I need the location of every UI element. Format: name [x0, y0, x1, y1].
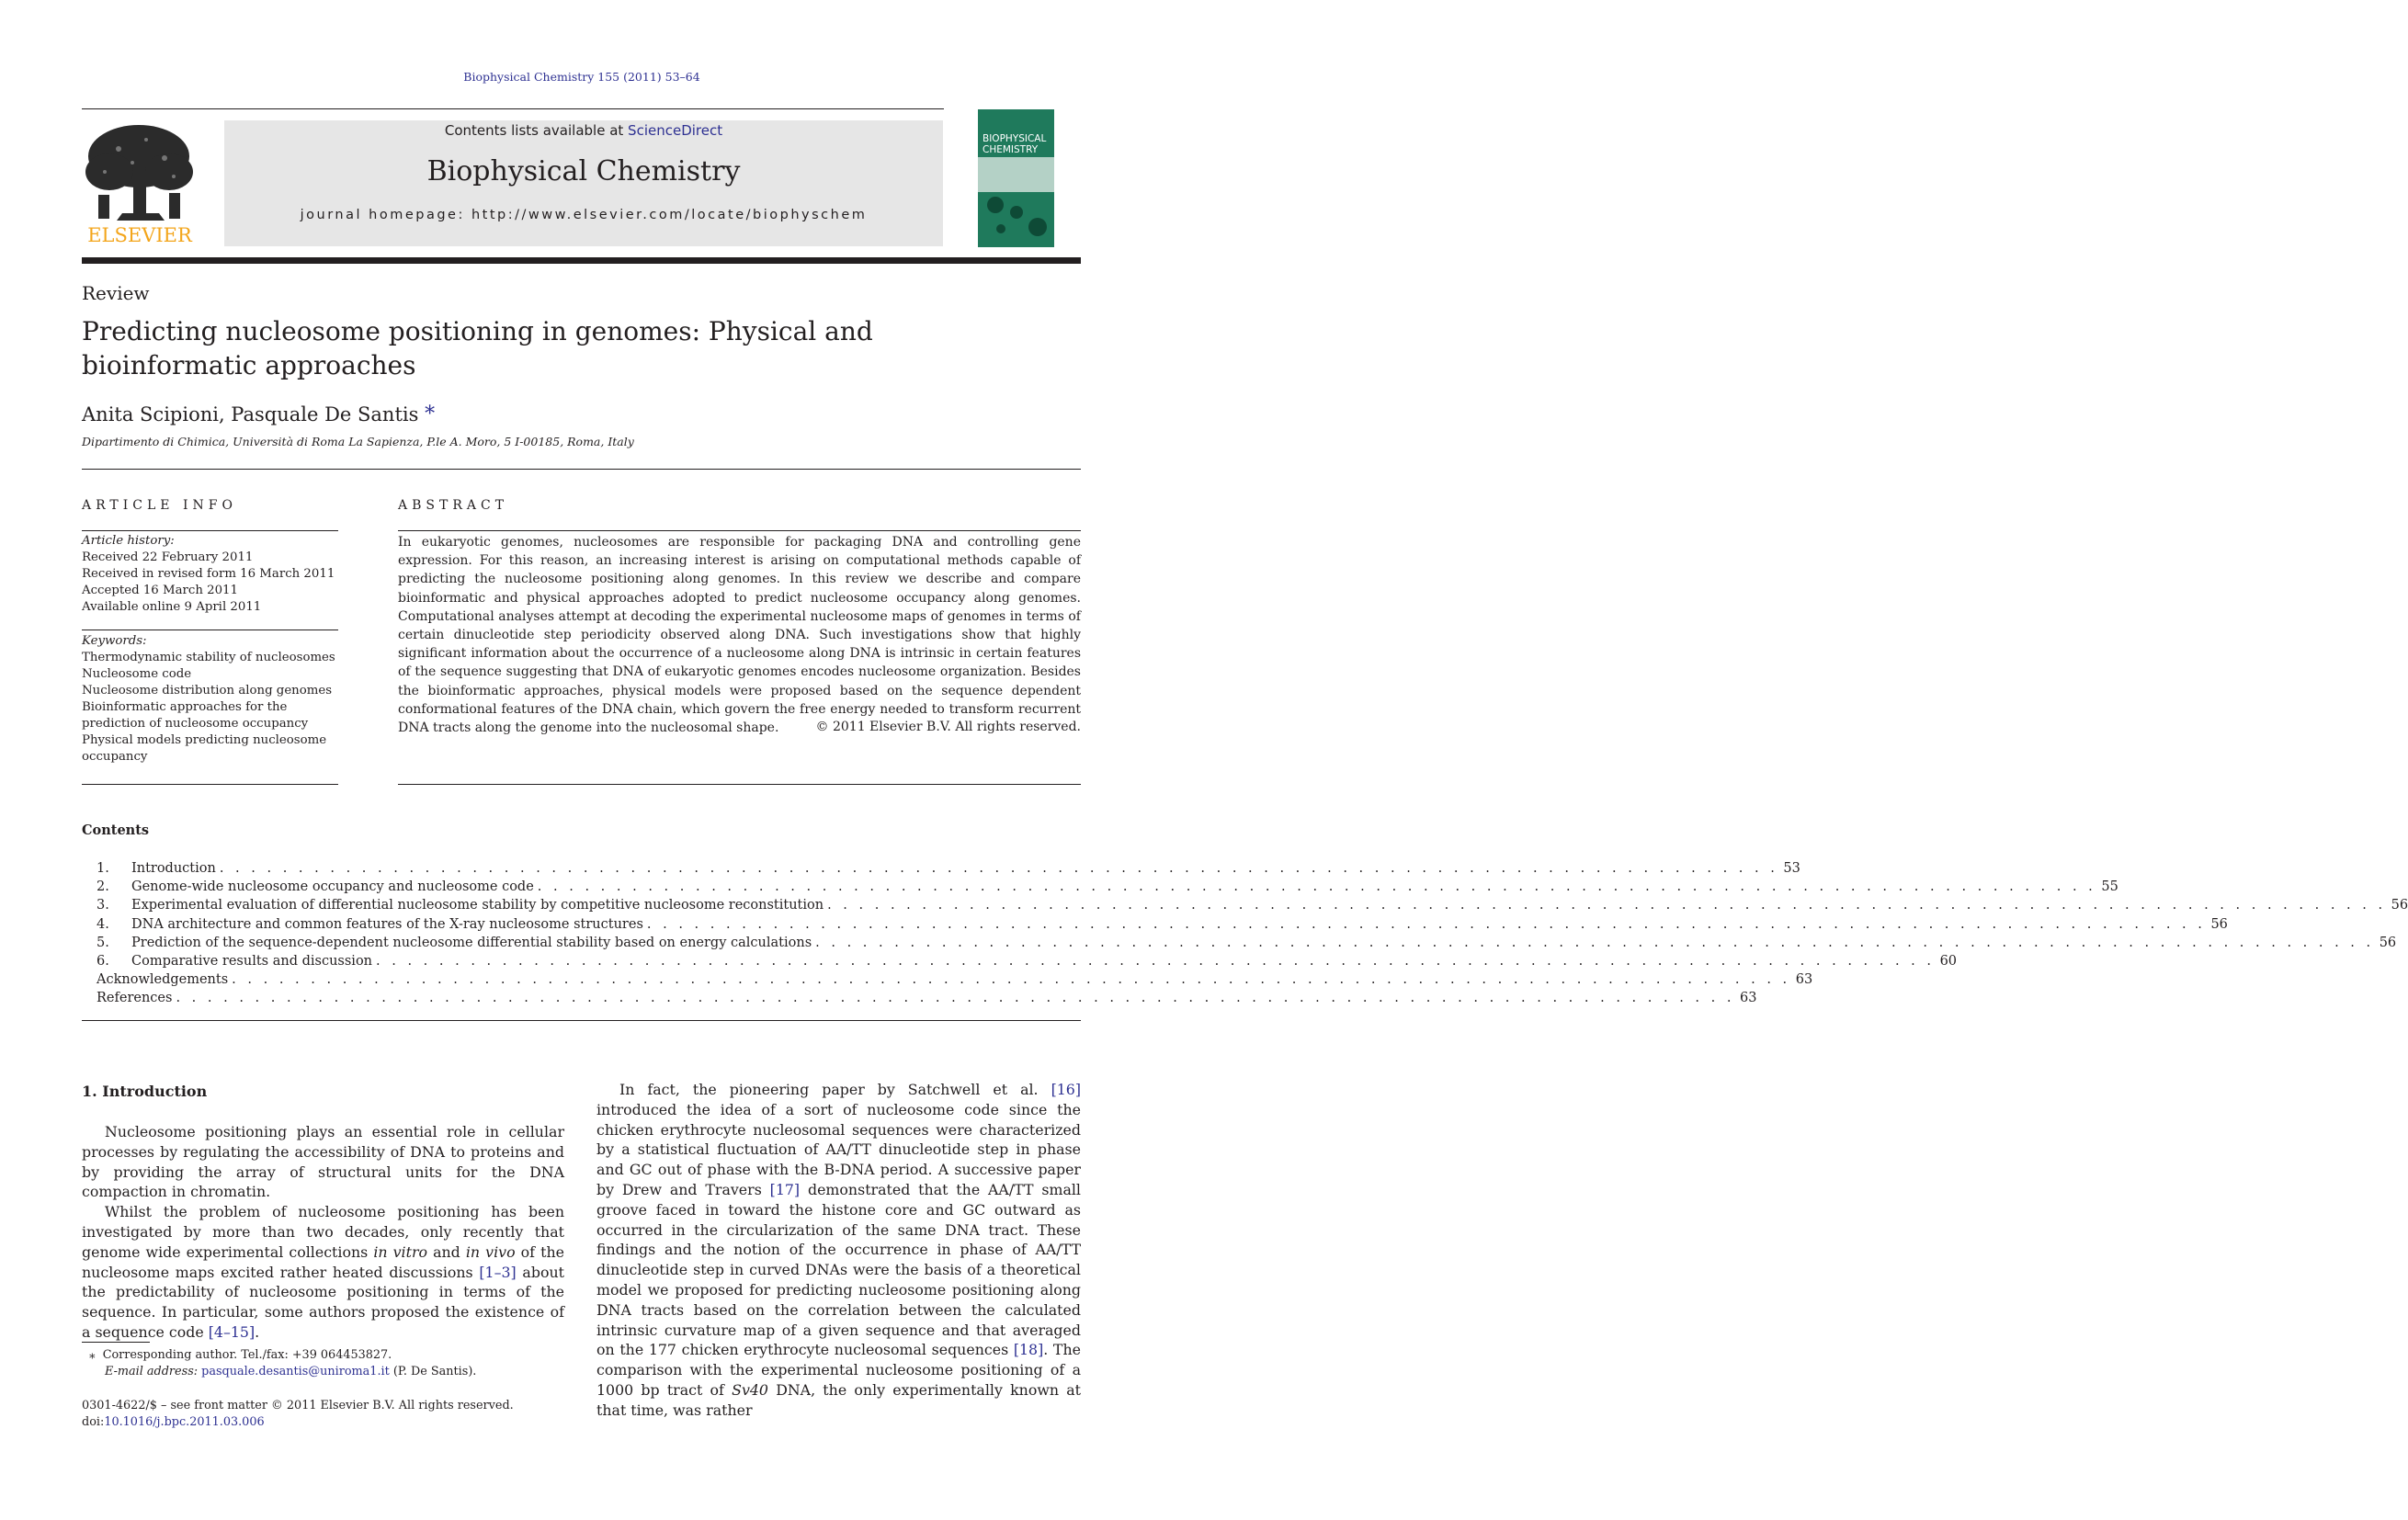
cover-title-line-2: CHEMISTRY: [983, 144, 1039, 155]
left-column: [82, 1122, 564, 1343]
toc-leader: . . . . . . . . . . . . . . . . . . . . . . . . . . . . . . . . . . . . . . . . . . . . . . . . . . . . . . . . . . . . . . . . . . . . . . . . . . . . . . . . . . . . . . . . . . . . . . . . . . .: [232, 972, 1791, 988]
text-run: about the predictability of nucleosome positioning in terms of the sequence. In particular, some authors proposed the existence of a sequence code: [82, 1263, 564, 1341]
keyword: Thermodynamic stability of nucleosomes: [82, 651, 335, 664]
article-title: Predicting nucleosome positioning in genomes: Physical and bioinformatic approaches: [82, 316, 873, 380]
running-head[interactable]: Biophysical Chemistry 155 (2011) 53–64: [463, 70, 700, 84]
issn-line: 0301-4622/$ – see front matter © 2011 Elsevier B.V. All rights reserved.: [82, 1399, 514, 1412]
toc-number: 1.: [97, 861, 109, 876]
toc-page: 60: [1939, 953, 1958, 969]
affiliation: Dipartimento di Chimica, Università di Roma La Sapienza, P.le A. Moro, 5 I-00185, Roma, Italy: [82, 435, 634, 448]
toc-page: 56: [2210, 916, 2228, 932]
cover-title-line-1: BIOPHYSICAL: [983, 133, 1047, 144]
text-run: In fact, the pioneering paper by Satchwell et al.: [619, 1081, 1051, 1098]
author-names: Anita Scipioni, Pasquale De Santis: [82, 403, 419, 425]
text-run: of the nucleosome maps excited rather heated discussions: [82, 1242, 564, 1281]
citation-link[interactable]: [16]: [1051, 1081, 1081, 1098]
toc-title: Experimental evaluation of differential nucleosome stability by competitive nucleosome reconstitution: [131, 898, 824, 913]
contents-rule: [82, 1020, 1081, 1021]
toc-page: 56: [2379, 935, 2397, 950]
toc-item[interactable]: [97, 991, 1757, 1009]
journal-homepage[interactable]: journal homepage: http://www.elsevier.com/locate/biophyschem: [300, 208, 868, 222]
article-type: Review: [82, 282, 150, 304]
toc-leader: . . . . . . . . . . . . . . . . . . . . . . . . . . . . . . . . . . . . . . . . . . . . . . . . . . . . . . . . . . . . . . . . . . . . . . . . . . . . . . . . . . . . . . . . . . . . . . . . . . .: [376, 953, 1936, 969]
toc-number: 5.: [97, 935, 109, 950]
toc-title: Comparative results and discussion: [131, 953, 373, 969]
text-run: . The comparison with the experimental nucleosome positioning of a 1000 bp tract of: [596, 1341, 1081, 1399]
text-run: .: [255, 1322, 260, 1341]
citation-link[interactable]: [17]: [769, 1180, 801, 1198]
text-run: and: [427, 1242, 466, 1261]
header-thick-rule: [82, 257, 1081, 264]
history-label: Article history:: [82, 534, 175, 548]
keyword: Nucleosome distribution along genomes: [82, 684, 333, 698]
italic-run: Sv40: [732, 1380, 768, 1399]
footnote-line: [82, 1347, 476, 1364]
doi-line: [82, 1414, 514, 1431]
cover-title: [983, 133, 1046, 155]
email-link[interactable]: pasquale.desantis@uniroma1.it: [201, 1365, 390, 1378]
toc-number: 2.: [97, 879, 109, 895]
email-label: E-mail address:: [105, 1365, 199, 1378]
contents-prefix: Contents lists available at: [444, 122, 629, 139]
footnote-rule: [82, 1342, 150, 1343]
table-of-contents: [97, 861, 2408, 1010]
contents-heading: Contents: [82, 822, 150, 838]
front-matter: [82, 1398, 514, 1431]
email-suffix: (P. De Santis).: [389, 1365, 477, 1378]
keyword: Bioinformatic approaches for the prediction of nucleosome occupancy: [82, 700, 309, 731]
text-run: demonstrated that the AA/TT small groove faced in toward the histone core and GC outward as occurred in the circularization of the same DNA tract. These findings and the notion of the occurrence in phase of AA/TT dinucleotide step in curved DNAs were the basis of a theoretical model we proposed for predicting nucleosome positioning along DNA tracts based on the correlation between the calculated intrinsic curvature map of a given sequence and that averaged on the 177 chicken erythrocyte nucleosomal sequences: [596, 1180, 1081, 1359]
cover-bubble: [1028, 218, 1047, 236]
history-item: Accepted 16 March 2011: [82, 584, 238, 597]
keywords: [82, 633, 339, 766]
paragraph: [596, 1080, 1081, 1421]
toc-page: 56: [2391, 898, 2408, 913]
footnote-mark: ⁎: [89, 1348, 96, 1362]
article-info-heading: ARTICLE INFO: [82, 498, 237, 513]
text-run: introduced the idea of a sort of nucleosome code since the chicken erythrocyte nucleosomal sequences were characterized by a statistical fluctuation of AA/TT dinucleotide step in phase and GC out of phase with the B-DNA period. A successive paper by Drew and Travers: [596, 1100, 1081, 1198]
cover-bubble: [987, 197, 1004, 213]
keyword: Physical models predicting nucleosome occupancy: [82, 733, 327, 764]
contents-line: [224, 122, 943, 139]
sciencedirect-link[interactable]: ScienceDirect: [628, 122, 723, 139]
toc-title: Genome-wide nucleosome occupancy and nucleosome code: [131, 879, 534, 895]
italic-run: in vivo: [465, 1242, 516, 1261]
abstract-text: In eukaryotic genomes, nucleosomes are responsible for packaging DNA and controlling gene expression. For this reason, an increasing interest is arising on computational methods capable of predicting the nucleosome positioning along genomes. In this review we describe and compare bioinformatic and physical approaches adopted to predict nucleosome occupancy along genomes. Computational analyses attempt at decoding the experimental nucleosome maps of genomes in terms of certain dinucleotide step periodicity observed along DNA. Such investigations show that highly significant information about the occurrence of a nucleosome along DNA is intrinsic in certain features of the sequence suggesting that DNA of eukaryotic genomes encodes nucleosome organization. Besides the bioinformatic approaches, physical models were proposed based on the sequence dependent conformational features of the DNA chain, which govern the free energy needed to transform recurrent DNA tracts along the genome into the nucleosomal shape.: [398, 535, 1081, 736]
toc-number: 6.: [97, 953, 109, 969]
toc-leader: . . . . . . . . . . . . . . . . . . . . . . . . . . . . . . . . . . . . . . . . . . . . . . . . . . . . . . . . . . . . . . . . . . . . . . . . . . . . . . . . . . . . . . . . . . . . . . . . . . .: [219, 861, 1778, 876]
authors: [82, 396, 435, 425]
italic-run: in vitro: [373, 1242, 428, 1261]
cover-bubble: [1010, 206, 1023, 219]
cover-band: [978, 157, 1054, 192]
toc-leader: . . . . . . . . . . . . . . . . . . . . . . . . . . . . . . . . . . . . . . . . . . . . . . . . . . . . . . . . . . . . . . . . . . . . . . . . . . . . . . . . . . . . . . . . . . . . . . . . . . .: [176, 991, 1735, 1006]
toc-title: Introduction: [131, 861, 216, 876]
paragraph: [82, 1202, 564, 1343]
cover-bubble: [996, 224, 1005, 233]
toc-item[interactable]: [97, 916, 2228, 936]
toc-leader: . . . . . . . . . . . . . . . . . . . . . . . . . . . . . . . . . . . . . . . . . . . . . . . . . . . . . . . . . . . . . . . . . . . . . . . . . . . . . . . . . . . . . . . . . . . . . . . . . . .: [537, 879, 2096, 895]
journal-title: Biophysical Chemistry: [426, 155, 741, 187]
paragraph: Nucleosome positioning plays an essential role in cellular processes by regulating the accessibility of DNA to proteins and by providing the array of structural units for the DNA compaction in chromatin.: [82, 1123, 564, 1201]
toc-title: References: [97, 991, 173, 1006]
citation-link[interactable]: [1–3]: [479, 1263, 517, 1281]
toc-number: 4.: [97, 916, 109, 932]
text-run: Whilst the problem of nucleosome positioning has been investigated by more than two decades, only recently that genome wide experimental collections: [82, 1203, 564, 1261]
keyword: Nucleosome code: [82, 667, 192, 681]
toc-leader: . . . . . . . . . . . . . . . . . . . . . . . . . . . . . . . . . . . . . . . . . . . . . . . . . . . . . . . . . . . . . . . . . . . . . . . . . . . . . . . . . . . . . . . . . . . . . . . . . . .: [827, 898, 2387, 913]
toc-title: DNA architecture and common features of the X-ray nucleosome structures: [131, 916, 643, 932]
journal-banner: [224, 120, 943, 246]
toc-page: 55: [2101, 879, 2118, 895]
doi-link[interactable]: 10.1016/j.bpc.2011.03.006: [104, 1415, 265, 1429]
toc-item[interactable]: [97, 898, 2408, 916]
toc-title: Prediction of the sequence-dependent nucleosome differential stability based on energy calculations: [131, 935, 812, 950]
toc-item[interactable]: [97, 861, 1800, 879]
citation-link[interactable]: [18]: [1013, 1341, 1044, 1359]
toc-page: 63: [1740, 991, 1757, 1006]
history-item: Received 22 February 2011: [82, 550, 254, 564]
toc-item[interactable]: [97, 935, 2397, 954]
toc-page: 63: [1795, 972, 1813, 988]
abstract-rule: [398, 784, 1081, 785]
footnote: [82, 1347, 476, 1380]
article-history: [82, 533, 335, 616]
article-info-rule: [82, 784, 338, 785]
footnote-line: [82, 1364, 476, 1380]
citation-link[interactable]: [4–15]: [208, 1322, 256, 1341]
history-item: Available online 9 April 2011: [82, 600, 262, 614]
abstract-heading: ABSTRACT: [398, 498, 509, 513]
history-item: Received in revised form 16 March 2011: [82, 567, 335, 581]
toc-number: 3.: [97, 898, 109, 913]
keywords-label: Keywords:: [82, 634, 147, 648]
toc-title: Acknowledgements: [97, 972, 229, 988]
right-column: [596, 1080, 1081, 1421]
toc-page: 53: [1783, 861, 1800, 876]
corresponding-author-note: Corresponding author. Tel./fax: +39 064453827.: [102, 1348, 392, 1362]
article-info-rule: [82, 530, 338, 531]
toc-leader: . . . . . . . . . . . . . . . . . . . . . . . . . . . . . . . . . . . . . . . . . . . . . . . . . . . . . . . . . . . . . . . . . . . . . . . . . . . . . . . . . . . . . . . . . . . . . . . . . . .: [646, 916, 2206, 932]
section-heading: 1. Introduction: [82, 1083, 208, 1100]
toc-leader: . . . . . . . . . . . . . . . . . . . . . . . . . . . . . . . . . . . . . . . . . . . . . . . . . . . . . . . . . . . . . . . . . . . . . . . . . . . . . . . . . . . . . . . . . . . . . . . . . . .: [815, 935, 2375, 950]
text-run: DNA, the only experimentally known at that time, was rather: [596, 1380, 1081, 1419]
journal-cover[interactable]: [978, 109, 1054, 247]
abstract-rule: [398, 530, 1081, 531]
header-rule: [82, 108, 944, 109]
toc-item[interactable]: [97, 953, 1958, 972]
publisher-name: ELSEVIER: [87, 224, 192, 246]
doi-prefix: doi:: [82, 1415, 105, 1429]
elsevier-logo: [82, 121, 198, 250]
corresponding-author-mark[interactable]: ⁎: [425, 396, 436, 419]
toc-item[interactable]: [97, 972, 1813, 991]
toc-item[interactable]: [97, 879, 2118, 898]
abstract-copyright: © 2011 Elsevier B.V. All rights reserved.: [815, 720, 1081, 734]
title-rule: [82, 469, 1081, 470]
